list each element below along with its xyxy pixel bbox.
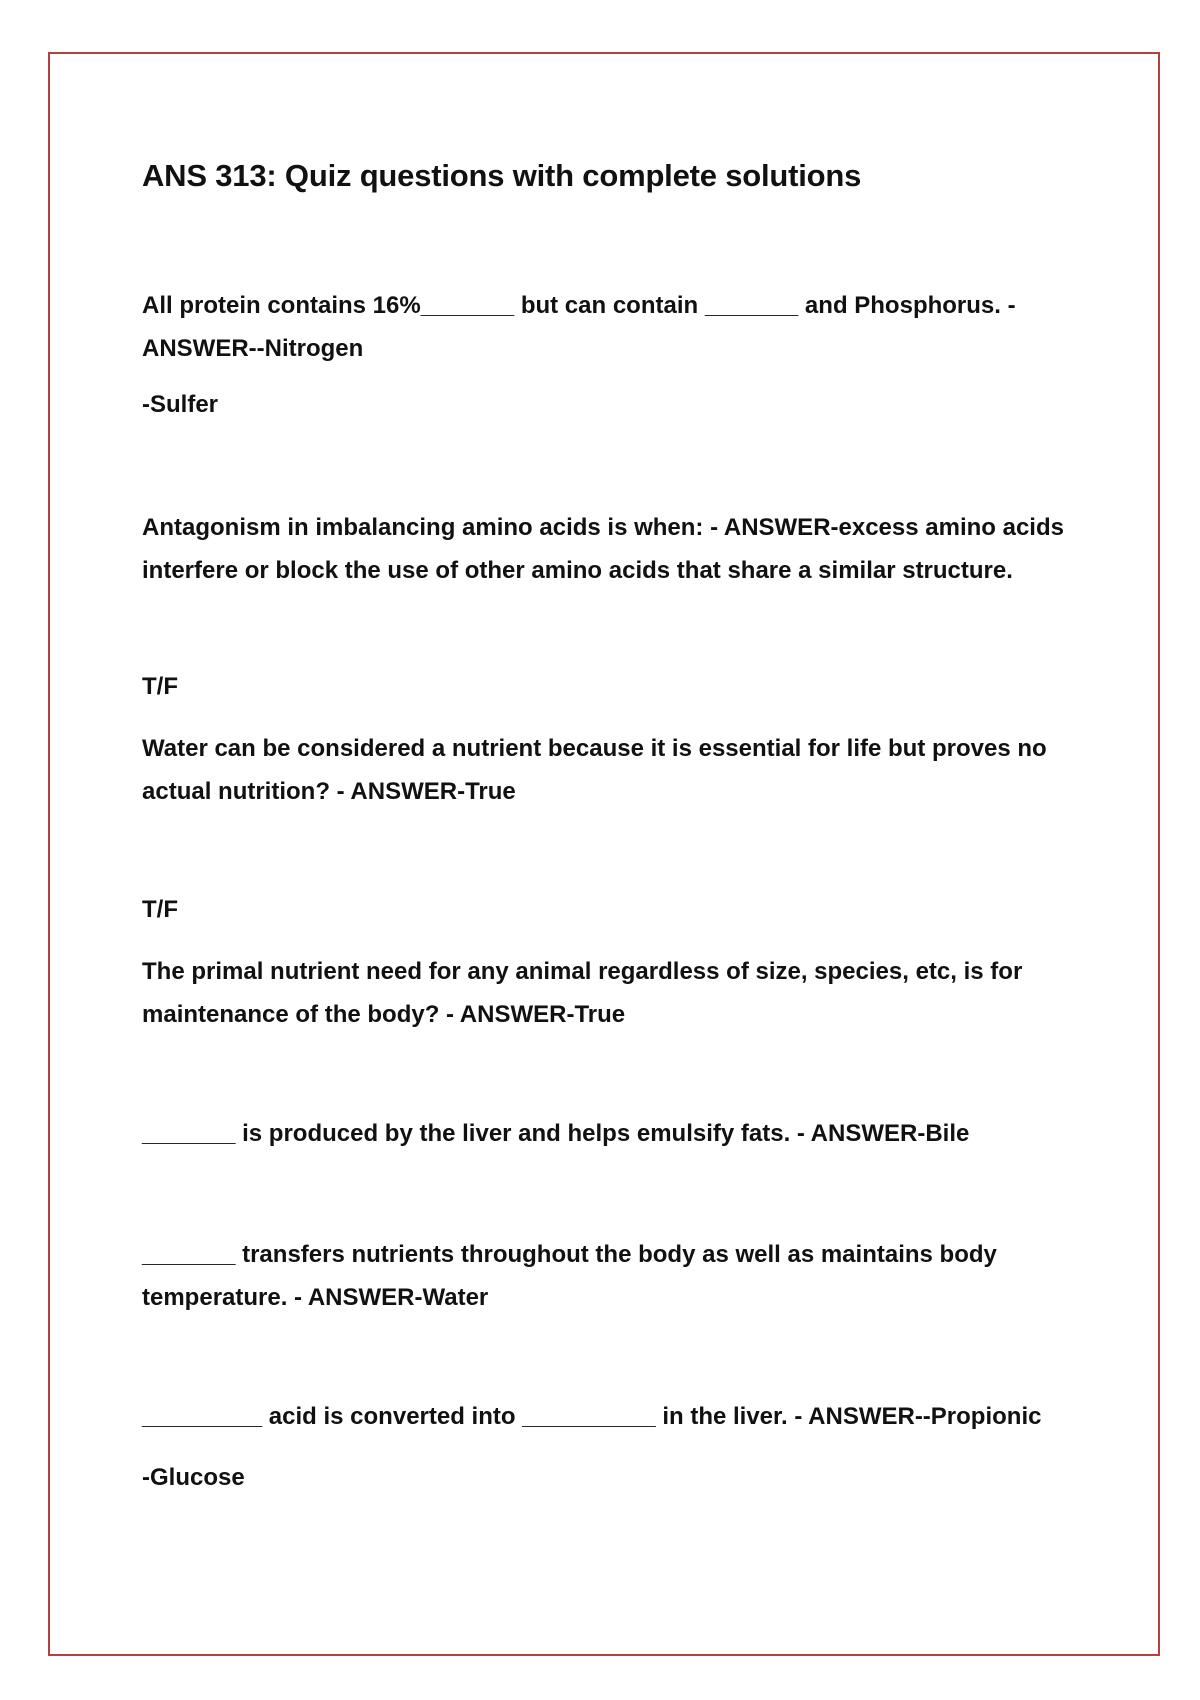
- question-propionic: _________ acid is converted into __________ in the liver. - ANSWER--Propionic: [142, 1403, 1042, 1430]
- question-water-transfer: _______ transfers nutrients throughout the body as well as maintains body temperature. - ANSWER-Water: [142, 1241, 997, 1311]
- question-protein: All protein contains 16%_______ but can contain _______ and Phosphorus. - ANSWER--Nitrogen: [142, 292, 1016, 362]
- question-antagonism: Antagonism in imbalancing amino acids is when: - ANSWER-excess amino acids interfere or block the use of other amino acids that share a similar structure.: [142, 514, 1064, 584]
- question-bile: _______ is produced by the liver and helps emulsify fats. - ANSWER-Bile: [142, 1120, 970, 1147]
- tf-label-2: T/F: [142, 896, 178, 923]
- answer-glucose: -Glucose: [142, 1464, 245, 1491]
- tf-label-1: T/F: [142, 673, 178, 700]
- question-primal-nutrient: The primal nutrient need for any animal regardless of size, species, etc, is for maintenance of the body? - ANSWER-True: [142, 958, 1023, 1028]
- question-water-nutrient: Water can be considered a nutrient because it is essential for life but proves no actual nutrition? - ANSWER-True: [142, 735, 1047, 805]
- document-title: ANS 313: Quiz questions with complete solutions: [142, 158, 862, 193]
- answer-sulfer: -Sulfer: [142, 391, 219, 418]
